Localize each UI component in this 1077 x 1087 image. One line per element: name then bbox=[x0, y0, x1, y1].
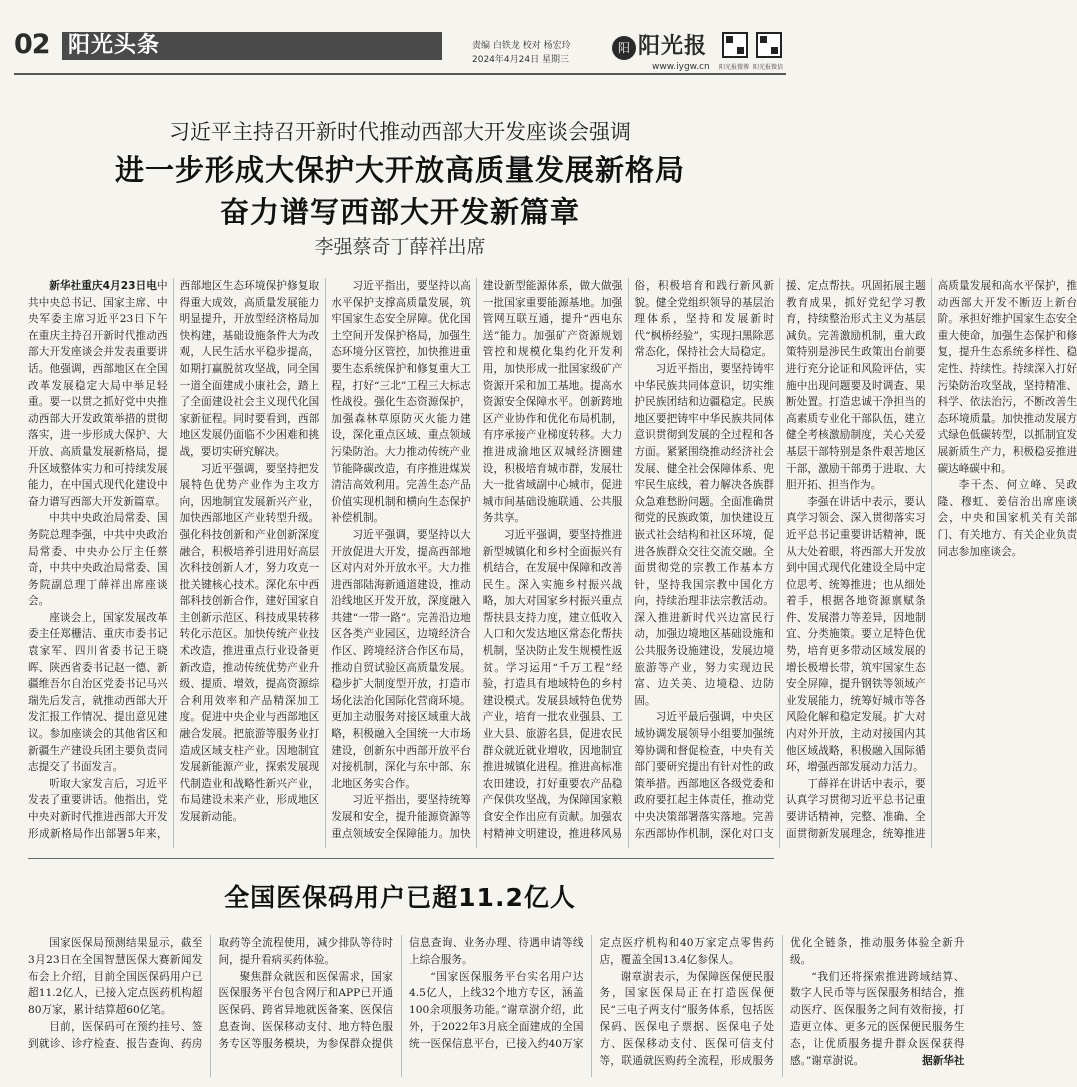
issue-date: 2024年4月24日 星期三 bbox=[472, 55, 569, 65]
header-divider bbox=[14, 73, 786, 75]
article-paragraph: 中共中央政治局常委、国务院总理李强，中共中央政治局常委、中央办公厅主任蔡奇，中共中央政治局常委、国务院副总理丁薛祥出席座谈会。 bbox=[28, 512, 168, 608]
editor-credit: 责编 白铁龙 校对 杨宏玲 bbox=[472, 41, 571, 51]
dateline: 新华社重庆4月23日电 bbox=[49, 280, 157, 292]
article-paragraph: “我们还将探索推进跨域结算、数字人民币等与医保服务相结合，推动医疗、医保服务之间有效衔接，打造更立体、更多元的医保便民服务生态，让优质服务提升群众医保获得感。”谢章澍说。 据新华社 bbox=[790, 969, 965, 1070]
article-paragraph: 习近平指出，要坚持统筹发展和安全，提升能源资源等重点领域安全保障能力。加快建设新型能源体系，做大做强一批国家重要能源基地。加强管网互联互通，提升“西电东送”能力。加强矿产资源规划管控和规模化集约化开发利用，加快形成一批国家级矿产资源开采和加工基地。提高水资源安全保障水平。创新跨地区产业协作和优化布局机制，有序承接产业梯度转移。大力推进成渝地区双城经济圈建设，积极培育城市群，发展壮大一批省域副中心城市，促进城市间基础设施联通、公共服务共享。 bbox=[331, 280, 623, 840]
article-paragraph: 目前，医保码可在预约挂号、签到就诊、诊疗检查、报告查询、药房取药等全流程使用，减少排队等待时间，提升看病买药体验。 bbox=[28, 937, 393, 1050]
wechat-qr-icon[interactable] bbox=[756, 32, 782, 58]
article-paragraph: 李强在讲话中表示，要认真学习领会、深入贯彻落实习近平总书记重要讲话精神，既从大处着眼，将西部大开发放到中国式现代化建设全局中定位思考、统筹推进；也从细处着手，根据各地资源禀赋条件、发展潜力等差异，因地制宜、分类施策。要立足特色优势，培育更多带动区域发展的增长极增长带，筑牢国家生态安全屏障，提升钢铁等领域产业发展能力，统筹好城市等各风险化解和稳定发展。扩大对内对外开放，主动对接国内其他区域战略，积极融入国际循环，增强西部发展动力活力。 bbox=[785, 495, 926, 774]
article-paragraph: 丁薛祥在讲话中表示，要认真学习贯彻习近平总书记重要讲话精神，完整、准确、全面贯彻新发展理念，统筹推进高质量发展和高水平保护，推动西部大开发不断迈上新台阶。承担好维护国家生态安全重大使命，加强生态保护和修复，提升生态系统多样性、稳定性、持续性。持续深入打好污染防治攻坚战，坚持精准、科学、依法治污，不断改善生态环境质量。加快推动发展方式绿色低碳转型，以抓制宜发展新质生产力，积极稳妥推进碳达峰碳中和。 bbox=[785, 280, 1077, 840]
article-paragraph: 新华社重庆4月23日电中共中央总书记、国家主席、中央军委主席习近平23日下午在重庆主持召开新时代推动西部大开发座谈会并发表重要讲话。他强调，西部地区在全国改革发展稳定大局中举足轻重。要一以贯之抓好党中央推动西部大开发政策举措的贯彻落实，进一步形成大保护、大开放、高质量发展新格局，提升区域整体实力和可持续发展能力，在中国式现代化建设中奋力谱写西部大开发新篇章。 bbox=[28, 280, 168, 508]
brand-url[interactable]: www.iygw.cn bbox=[652, 62, 710, 72]
article-paragraph: “国家医保服务平台实名用户达4.5亿人，上线32个地方专区，涵盖100余项服务功能。”谢章澍介绍，此外，于2022年3月底全面建成的全国统一医保信息平台，已接入约40万家定点医疗机构和40万家定点零售药店，覆盖全国13.4亿参保人。 bbox=[409, 937, 774, 1050]
article-paragraph: 习近平强调，要坚持以大开放促进大开发，提高西部地区对内对外开放水平。大力推进西部陆海新通道建设，推动沿线地区开发开放，深度融入共建“一带一路”。完善沿边地区各类产业园区，边境经济合作区、跨境经济合作区布局，推动自贸试验区高质量发展。稳步扩大制度型开放，打造市场化法治化国际化营商环境。更加主动服务对接区域重大战略，积极融入全国统一大市场建设，创新东中西部开放平台对接机制，深化与东中部、东北地区务实合作。 bbox=[331, 528, 471, 790]
article-subhead: 李强蔡奇丁薛祥出席 bbox=[314, 236, 486, 258]
masthead bbox=[0, 0, 800, 72]
article-paragraph: 谢章澍表示，为保障医保便民服务，国家医保局正在打造医保便民“三电子两支付”服务体系，包括医保码、医保电子票据、医保电子处方、医保移动支付、医保可信支付等，联通就医购药全流程，形成服务优化全链条，推动服务体验全新升级。 bbox=[599, 937, 965, 1067]
article-paragraph: 座谈会上，国家发展改革委主任郑栅洁、重庆市委书记袁家军、四川省委书记王晓晖、陕西省委书记赵一德、新疆维吾尔自治区党委书记马兴瑞先后发言，就推动西部大开发汇报工作情况、提出意见建议。参加座谈会的其他省区和新疆生产建设兵团主要负责同志提交了书面发言。 bbox=[28, 611, 168, 774]
brand-logo-icon: 阳 bbox=[612, 36, 636, 60]
weibo-qr-caption: 阳光报微博 bbox=[719, 64, 750, 71]
article-paragraph: 习近平最后强调，中央区域协调发展领导小组要加强统筹协调和督促检查，中央有关部门要研究提出有针对性的政策举措。西部地区各级党委和政府要扛起主体责任，推动党中央决策部署落实落地。完善东西部协作机制，深化对口支援、定点帮扶。巩固拓展主题教育成果，抓好党纪学习教育，持续整治形式主义为基层减负。完善激励机制，重大政策特别是涉民生政策出台前要进行充分论证和风险评估，实施中出现问题要及时调查、果断处置。打造忠诚干净担当的高素质专业化干部队伍，建立健全考核激励制度，关心关爱基层干部特别是条件艰苦地区干部，激励干部勇于进取、大胆开拓、担当作为。 bbox=[634, 280, 926, 840]
article-body bbox=[28, 278, 1077, 848]
second-headline: 全国医保码用户已超11.2亿人 bbox=[224, 883, 576, 912]
article-paragraph: 习近平强调，要坚持把发展特色优势产业作为主攻方向，因地制宜发展新兴产业，加快西部地区产业转型升级。强化科技创新和产业创新深度融合，积极培养引进用好高层次科技创新人才，努力攻克一批关键核心技术。深化东中西部科技创新合作，建好国家自主创新示范区、科技成果转移转化示范区。加快传统产业技术改造，推进重点行业设备更新改造，推动传统优势产业升级、提质、增效，提高资源综合利用效率和产品精深加工度。促进中央企业与西部地区融合发展。把旅游等服务业打造成区域支柱产业。因地制宜发展新能源产业，探索发展现代制造业和战略性新兴产业，布局建设未来产业，形成地区发展新动能。 bbox=[179, 462, 320, 823]
article-kicker: 习近平主持召开新时代推动西部大开发座谈会强调 bbox=[169, 120, 631, 144]
article-paragraph: 习近平指出，要坚持铸牢中华民族共同体意识，切实维护民族团结和边疆稳定。民族地区要把铸牢中华民族共同体意识贯彻到发展的全过程和各方面。紧紧围绕推动经济社会发展、健全社会保障体系、兜牢民生底线，着力解决各族群众急难愁盼问题。全面准确贯彻党的民族政策，加快建设互嵌式社会结构和社区环境，促进各族群众交往交流交融。全面贯彻党的宗教工作基本方针，坚持我国宗教中国化方向，持续治理非法宗教活动。深入推进新时代兴边富民行动，加强边境地区基础设施和公共服务设施建设，发展边境旅游等产业，努力实现边民富、边关美、边境稳、边防固。 bbox=[634, 362, 774, 707]
article-paragraph: 聚焦群众就医和医保需求，国家医保服务平台包含网厅和APP已开通医保码、跨省异地就医备案、医保信息查询、医保移动支付、地方特色服务专区等服务模块，为参保群众提供信息查询、业务办理、待遇申请等线上综合服务。 bbox=[218, 937, 584, 1050]
article-paragraph: 习近平强调，要坚持推进新型城镇化和乡村全面振兴有机结合，在发展中保障和改善民生。深入实施乡村振兴战略，加大对国家乡村振兴重点帮扶县支持力度，建立低收入人口和欠发达地区常态化帮扶机制，坚决防止发生规模性返贫。学习运用“千万工程”经验，打造具有地域特色的乡村建设模式。发展县域特色优势产业，培育一批农业强县、工业大县、旅游名县，促进农民群众就近就业增收，因地制宜推进城镇化进程。推进高标准农田建设，打好重要农产品稳产保供攻坚战，为保障国家粮食安全作出应有贡献。加强农村精神文明建设，推进移风易俗，积极培育和践行新风新貌。健全党组织领导的基层治理体系，坚持和发展新时代“枫桥经验”，实现扫黑除恶常态化，保持社会大局稳定。 bbox=[482, 280, 774, 840]
page-number: 02 bbox=[14, 29, 50, 60]
article-paragraph: 习近平指出，要坚持以高水平保护支撑高质量发展，筑牢国家生态安全屏障。优化国土空间开发保护格局，加强生态环境分区管控，加快推进重要生态系统保护和修复重大工程，打好“三北”工程三大标志性战役。强化生态资源保护，加强森林草原防灭火能力建设，深化重点区域、重点领域污染防治。大力推动传统产业节能降碳改造，有序推进煤炭清洁高效利用。完善生态产品价值实现机制和横向生态保护补偿机制。 bbox=[331, 280, 471, 525]
second-article-body bbox=[28, 935, 965, 1077]
brand-name: 阳光报 bbox=[638, 33, 708, 59]
article-paragraph: 国家医保局预测结果显示，截至3月23日在全国智慧医保大赛新闻发布会上介绍，目前全国医保码用户已超11.2亿人，已接入定点医药机构超80万家，累计结算超60亿笔。 bbox=[28, 937, 203, 1017]
article-divider bbox=[28, 858, 774, 859]
headline-line-2: 奋力谱写西部大开发新篇章 bbox=[219, 195, 580, 229]
article-paragraph: 李干杰、何立峰、吴政隆、穆虹、姜信治出席座谈会，中央和国家机关有关部门、有关地方、有关企业负责同志参加座谈会。 bbox=[937, 479, 1077, 558]
section-name: 阳光头条 bbox=[62, 32, 442, 60]
article-paragraph: 听取大家发言后，习近平发表了重要讲话。他指出，党中央对新时代推进西部大开发形成新格局作出部署5年来，西部地区生态环境保护修复取得重大成效，高质量发展能力明显提升，开放型经济格局加快构建，基础设施条件大为改观，人民生活水平稳步提高，如期打赢脱贫攻坚战，同全国一道全面建成小康社会，踏上了全面建设社会主义现代化国家新征程。同时要看到，西部地区发展仍面临不少困难和挑战，要切实研究解决。 bbox=[28, 280, 320, 840]
headline-line-1: 进一步形成大保护大开放高质量发展新格局 bbox=[114, 153, 685, 187]
weibo-qr-icon[interactable] bbox=[722, 32, 748, 58]
source-credit: 据新华社 bbox=[922, 1054, 965, 1067]
wechat-qr-caption: 阳光报微信 bbox=[753, 64, 784, 71]
